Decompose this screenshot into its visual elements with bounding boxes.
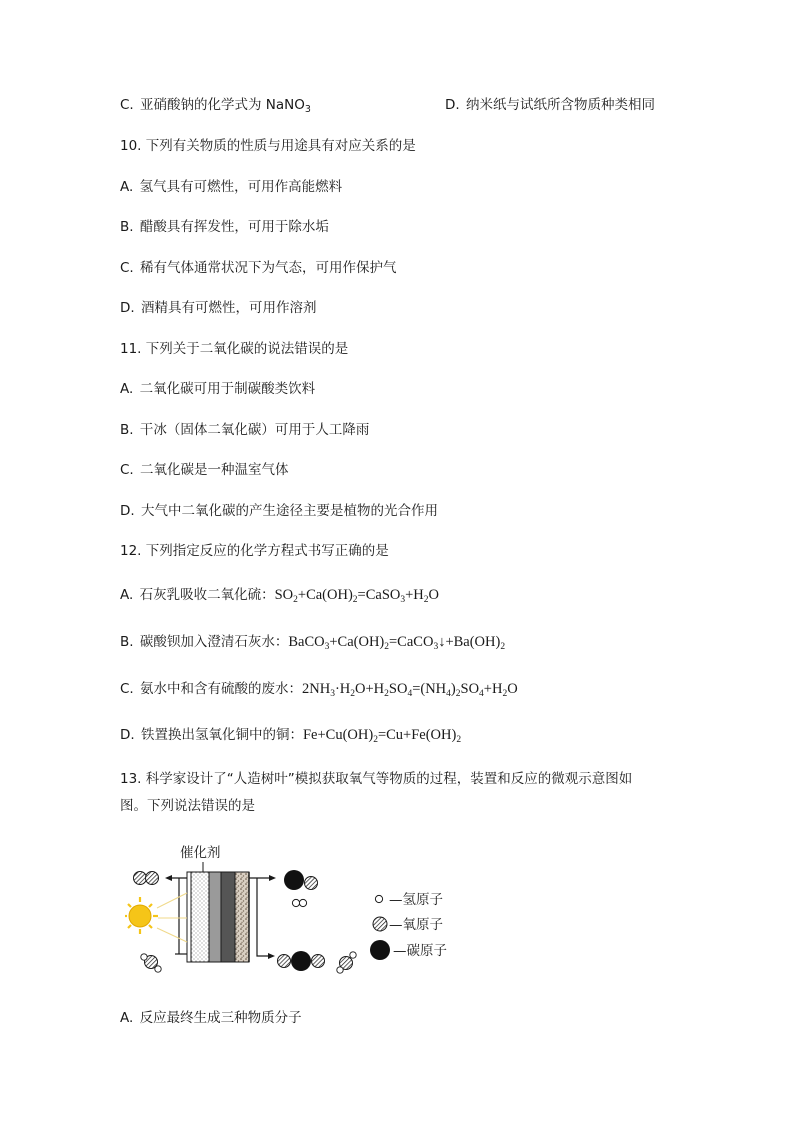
q11-option-b: B. 干冰（固体二氧化碳）可用于人工降雨: [120, 422, 370, 438]
q10-stem: 10. 下列有关物质的性质与用途具有对应关系的是: [120, 138, 416, 154]
membrane-dark: [221, 872, 235, 962]
q10-option-a: A. 氢气具有可燃性，可用作高能燃料: [120, 179, 343, 195]
equation-a: $SO_2+Ca(OH)_2=CaSO_3+H_2O$: [274, 587, 439, 605]
legend-hydrogen: —氢原子: [389, 892, 443, 908]
hydrogen-atom-icon: [375, 895, 382, 902]
q10-option-d: D. 酒精具有可燃性，可用作溶剂: [120, 300, 317, 316]
sun-icon: [125, 897, 158, 934]
legend-oxygen: —氧原子: [389, 917, 443, 933]
electrode-layer: [235, 872, 249, 962]
equation-c: $2NH_3\cdot H_2O+H_2SO_4=(NH_4)_2SO_4+H_2O$: [302, 681, 518, 699]
q11-option-a: A. 二氧化碳可用于制碳酸类饮料: [120, 381, 316, 397]
q12-stem: 12. 下列指定反应的化学方程式书写正确的是: [120, 543, 389, 559]
q13-stem-line1: 13. 科学家设计了“人造树叶”模拟获取氧气等物质的过程，装置和反应的微观示意图如: [120, 771, 633, 787]
carbon-atom-icon: [370, 940, 390, 960]
option-text: 纳米纸与试纸所含物质种类相同: [465, 97, 655, 113]
legend-carbon: —碳原子: [393, 943, 447, 959]
water-molecule-left: [141, 954, 161, 972]
option-letter: D.: [445, 97, 460, 113]
right-bottom-pipe: [257, 878, 271, 956]
q13-stem-line2: 图。下列说法错误的是: [120, 798, 255, 814]
option-text: 亚硝酸钠的化学式为 NaNO: [140, 97, 305, 113]
oxygen-molecule: [134, 872, 159, 885]
carbon-monoxide-molecule: [284, 870, 318, 890]
carbon-dioxide-molecule: [278, 951, 325, 971]
q10-option-b: B. 醋酸具有挥发性，可用于除水垢: [120, 219, 329, 235]
artificial-leaf-diagram: [125, 838, 485, 978]
legend: [370, 892, 447, 960]
equation-d: $Fe+Cu(OH)_2=Cu+Fe(OH)_2$: [302, 727, 462, 745]
leaf-device: [187, 872, 249, 962]
oxygen-atom-icon: [373, 917, 387, 931]
q9-option-c: C. 亚硝酸钠的化学式为 NaNO$_3$: [120, 97, 311, 115]
q9-option-d: [445, 95, 655, 115]
option-letter: C.: [120, 97, 134, 113]
q12-option-a: A. 石灰乳吸收二氧化硫：$SO_2+Ca(OH)_2=CaSO_3+H_2O$: [120, 587, 439, 605]
catalyst-label: 催化剂: [180, 845, 221, 861]
light-rays: [157, 893, 187, 942]
q11-option-c: C. 二氧化碳是一种温室气体: [120, 462, 289, 478]
q12-option-c: C. 氨水中和含有硫酸的废水：$2NH_3\cdot H_2O+H_2SO_4=(NH_4)_2SO_4+H_2O$: [120, 681, 518, 699]
q11-stem: 11. 下列关于二氧化碳的说法错误的是: [120, 341, 349, 357]
q12-option-b: B. 碳酸钡加入澄清石灰水：$BaCO_3+Ca(OH)_2=CaCO_3↓+Ba(OH)_2$: [120, 634, 506, 652]
membrane-grey: [209, 872, 221, 962]
q11-option-d: D. 大气中二氧化碳的产生途径主要是植物的光合作用: [120, 503, 438, 519]
outer-frame-left: [187, 872, 191, 962]
q13-option-a: A. 反应最终生成三种物质分子: [120, 1010, 302, 1026]
catalyst-layer: [191, 872, 209, 962]
equation-b: $BaCO_3+Ca(OH)_2=CaCO_3↓+Ba(OH)_2$: [288, 634, 506, 652]
q10-option-c: C. 稀有气体通常状况下为气态，可用作保护气: [120, 260, 397, 276]
water-molecule-right: [337, 952, 356, 973]
hydrogen-molecule: [292, 899, 306, 906]
q12-option-d: D. 铁置换出氢氧化铜中的铜：$Fe+Cu(OH)_2=Cu+Fe(OH)_2$: [120, 727, 462, 745]
